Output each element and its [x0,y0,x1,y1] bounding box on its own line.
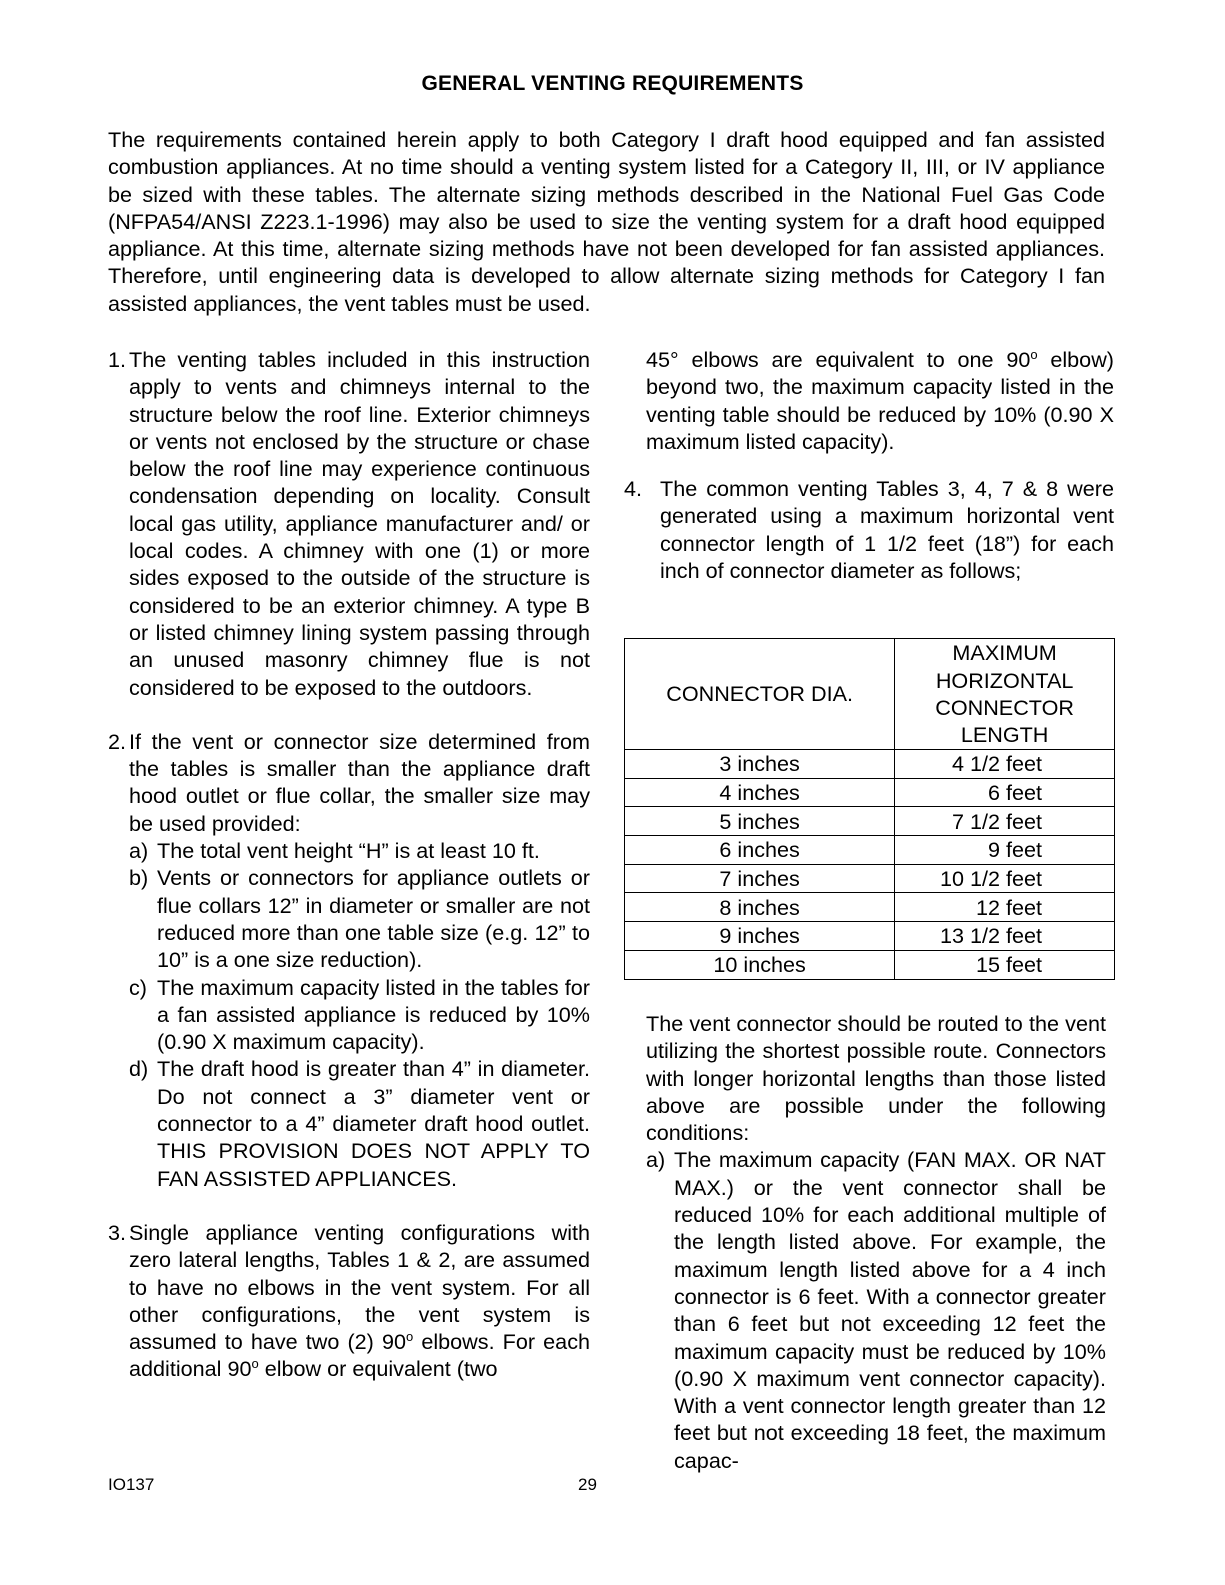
max-length-cell: 7 1/2 feet [895,807,1115,836]
page-title: GENERAL VENTING REQUIREMENTS [421,72,804,95]
sub-text: The maximum capacity (FAN MAX. OR NAT MAX.) or the vent connector shall be reduced 10% for each additional multiple of the length listed above. For example, the maximum length listed above for a 4 inch connector is 6 feet. With a connector greater than 6 feet but not exceeding 12 feet the maximum capacity must be reduced by 10% (0.90 X maximum vent connector capacity). With a vent connector length greater than 12 feet but not exceeding 18 feet, the maximum capac- [674,1147,1106,1473]
list-item-4 [624,475,1114,584]
max-length-cell: 12 feet [895,893,1115,922]
connector-dia-cell: 7 inches [625,864,895,893]
sub-text: The draft hood is greater than 4” in diameter. Do not connect a 3” diameter vent or connector to a 4” diameter draft hood outlet. THIS PROVISION DOES NOT APPLY TO FAN ASSISTED APPLIANCES. [157,1056,590,1191]
table-row [625,950,1115,979]
item-3-text-part: Single appliance venting configurations with zero lateral lengths, Tables 1 & 2, are assumed to have no elbows in the vent system. For all other configurations, the vent system is assumed to have two (2) 90 [129,1219,590,1355]
degree-superscript: o [1030,346,1038,362]
after-table-section [646,1010,1106,1474]
item-2-text: If the vent or connector size determined from the tables is smaller than the appliance draft hood outlet or flue collar, the smaller size may be used provided: [129,728,590,836]
sub-text: The maximum capacity listed in the tables for a fan assisted appliance is reduced by 10% (0.90 X maximum capacity). [157,974,590,1055]
sub-label: a) [646,1147,666,1173]
header-connector-dia: CONNECTOR DIA. [625,639,895,750]
left-column [108,346,590,1410]
connector-dia-cell: 10 inches [625,950,895,979]
sub-label: a) [129,838,149,864]
max-length-cell: 13 1/2 feet [895,922,1115,951]
continuation-text-part: 45° elbows are equivalent to one 90 [646,347,1031,372]
after-table-paragraph: The vent connector should be routed to the vent utilizing the shortest possible route. Connectors with longer horizontal lengths than those listed above are possible under the following conditions: [646,1011,1106,1146]
item-3-text-part: elbows. For each additional 90 [129,1329,591,1382]
sub-text: Vents or connectors for appliance outlets or flue collars 12” in diameter or smaller are not reduced more than one table size (e.g. 12” to 10” is a one size reduction). [157,865,590,973]
connector-length-table [624,638,1115,980]
max-length-cell: 9 feet [895,836,1115,865]
max-length-cell: 6 feet [895,778,1115,807]
list-item-3 [108,1219,590,1383]
intro-paragraph: The requirements contained herein apply to both Category I draft hood equipped and fan assisted combustion appliances. At no time should a venting system listed for a Category II, III, or IV appliance be sized with these tables. The alternate sizing methods described in the National Fuel Gas Code (NFPA54/ANSI Z223.1-1996) may also be used to size the venting system for a draft hood equipped appliance. At this time, alternate sizing methods have not been developed for fan assisted appliances. Therefore, until engineering data is developed to allow alternate sizing methods for Category I fan assisted appliances, the vent tables must be used. [108,127,1105,316]
connector-dia-cell: 9 inches [625,922,895,951]
item-3-text [129,1219,590,1383]
item-3-continuation [646,346,1114,455]
document-id: IO137 [108,1475,155,1494]
after-sub-item-a [646,1146,1106,1474]
list-item-1 [108,346,590,701]
right-column [624,346,1114,584]
max-length-cell: 10 1/2 feet [895,864,1115,893]
table-row [625,864,1115,893]
connector-dia-cell: 3 inches [625,750,895,779]
sub-label: c) [129,974,147,1000]
item-number: 3. [108,1219,127,1245]
table-row [625,778,1115,807]
item-4-text: The common venting Tables 3, 4, 7 & 8 were generated using a maximum horizontal vent connector length of 1 1/2 feet (18”) for each inch of connector diameter as follows; [660,476,1114,584]
table-row [625,922,1115,951]
item-3-text-part: elbow or equivalent (two [258,1356,498,1382]
sub-item-b [108,864,590,973]
connector-dia-cell: 8 inches [625,893,895,922]
sub-item-c [108,974,590,1056]
continuation-text-part: elbow) beyond two, the maximum capacity listed in the venting table should be reduced by 10% (0.90 X maximum listed capacity). [646,347,1114,454]
connector-dia-cell: 5 inches [625,807,895,836]
item-number: 2. [108,728,127,754]
sub-label: b) [129,865,149,891]
table-header-row [625,639,1115,750]
table-row [625,893,1115,922]
item-1-text: The venting tables included in this instruction apply to vents and chimneys internal to the structure below the roof line. Exterior chimneys or vents not enclosed by the structure or chase below the roof line may experience continuous condensation depending on locality. Consult local gas utility, appliance manufacturer and/ or local codes. A chimney with one (1) or more sides exposed to the outside of the structure is considered to be an exterior chimney. A type B or listed chimney lining system passing through an unused masonry chimney flue is not considered to be exposed to the outdoors. [129,347,590,700]
sub-item-a [108,837,590,864]
degree-superscript: o [251,1356,259,1372]
header-max-length: MAXIMUM HORIZONTAL CONNECTOR LENGTH [895,639,1115,750]
sub-item-d [108,1055,590,1191]
list-item-2 [108,728,590,837]
item-number: 4. [624,476,643,502]
table-body [625,750,1115,980]
max-length-cell: 15 feet [895,950,1115,979]
degree-superscript: o [406,1328,414,1344]
connector-dia-cell: 6 inches [625,836,895,865]
table-row [625,836,1115,865]
table-row [625,750,1115,779]
connector-dia-cell: 4 inches [625,778,895,807]
max-length-cell: 4 1/2 feet [895,750,1115,779]
sub-label: d) [129,1056,149,1082]
table-row [625,807,1115,836]
item-number: 1. [108,347,127,372]
sub-text: The total vent height “H” is at least 10 ft. [157,838,540,864]
page-number: 29 [578,1475,597,1494]
